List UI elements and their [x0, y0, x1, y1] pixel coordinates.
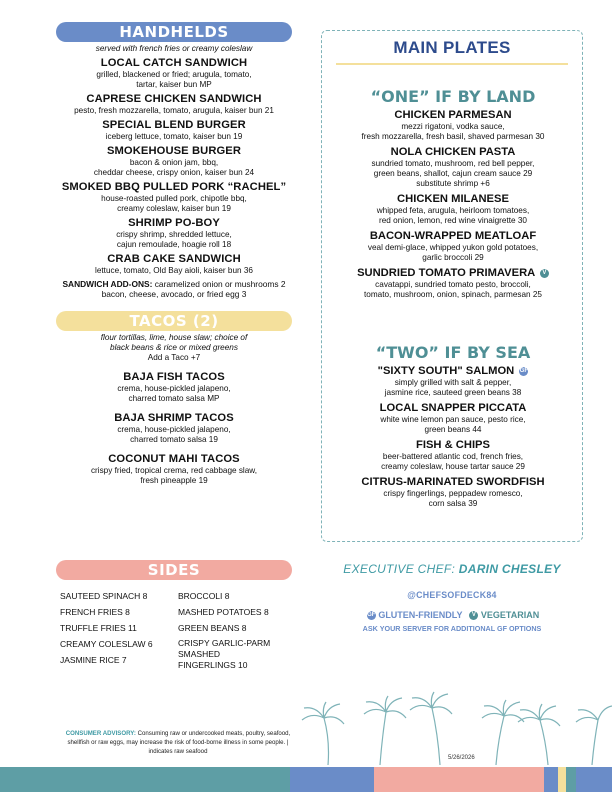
chef-label: EXECUTIVE CHEF: [343, 562, 456, 576]
item-desc: crema, house-pickled jalapeno, [117, 425, 231, 434]
item-desc: lettuce, tomato, Old Bay aioli, kaiser bun 36 [95, 266, 253, 275]
palm-trees-illustration [300, 690, 612, 765]
item-name: COCONUT MAHI TACOS [108, 453, 240, 465]
footer-stripe-pink [374, 767, 544, 792]
tacos-subtitle-line: black beans & rice or mixed greens [110, 343, 238, 352]
menu-item [326, 146, 580, 189]
menu-item [46, 145, 302, 178]
tacos-subtitle [46, 333, 302, 353]
item-desc: crispy fingerlings, peppadew romesco, [383, 489, 523, 498]
menu-item [46, 412, 302, 445]
item-name: LOCAL SNAPPER PICCATA [379, 402, 527, 414]
side-item: GREEN BEANS 8 [178, 623, 247, 633]
item-desc: sundried tomato, mushroom, red bell pepper, [371, 159, 535, 168]
menu-item [46, 57, 302, 90]
handhelds-header: HANDHELDS [56, 22, 292, 42]
item-desc: iceberg lettuce, tomato, kaiser bun 19 [105, 132, 243, 141]
addons-text: caramelized onion or mushrooms 2 [152, 279, 286, 289]
menu-item [46, 371, 302, 404]
menu-item [326, 109, 580, 142]
chef-name: DARIN CHESLEY [458, 562, 561, 576]
side-item: SAUTEED SPINACH 8 [60, 591, 148, 601]
item-name: LOCAL CATCH SANDWICH [100, 57, 248, 69]
palm-tree-icon [364, 696, 406, 765]
gf-options-note: ASK YOUR SERVER FOR ADDITIONAL GF OPTIONS [362, 624, 542, 633]
item-name [326, 365, 580, 378]
side-item-line: SMASHED [178, 649, 221, 659]
vegetarian-icon: V [469, 611, 478, 620]
side-item: JASMINE RICE 7 [60, 655, 127, 665]
item-desc: corn salsa 39 [428, 499, 478, 508]
addons-label: SANDWICH ADD-ONS: [62, 279, 153, 289]
item-desc: green beans, shallot, cajun cream sauce 29 [373, 169, 533, 178]
item-desc: creamy coleslaw, house tartar sauce 29 [381, 462, 525, 471]
vegetarian-badge-icon: V [540, 269, 549, 278]
item-desc: beer-battered atlantic cod, french fries, [382, 452, 524, 461]
item-desc: crema, house-pickled jalapeno, [117, 384, 231, 393]
item-desc: cavatappi, sundried tomato pesto, broccoli, [375, 280, 531, 289]
item-desc: garlic broccoli 29 [422, 253, 484, 262]
item-desc: veal demi-glace, whipped yukon gold potatoes, [367, 243, 539, 252]
tacos-header: TACOS (2) [56, 311, 292, 331]
item-name: CAPRESE CHICKEN SANDWICH [86, 93, 262, 105]
item-desc: crispy fried, tropical crema, red cabbage slaw, [90, 466, 258, 475]
handhelds-list [46, 57, 302, 299]
side-item [178, 636, 298, 671]
footer-stripe-blue [290, 767, 374, 792]
item-desc: creamy coleslaw, kaiser bun 19 [117, 204, 231, 213]
item-desc: cajun remoulade, hoagie roll 18 [116, 240, 232, 249]
add-taco: Add a Taco +7 [147, 353, 201, 362]
diet-legend [321, 610, 583, 620]
item-desc: jasmine rice, sauteed green beans 38 [384, 388, 522, 397]
item-desc: tomato, mushroom, onion, spinach, parmesan 25 [364, 290, 542, 299]
item-name: BACON-WRAPPED MEATLOAF [369, 230, 537, 242]
menu-item [46, 253, 302, 276]
left-column [46, 22, 302, 489]
item-name: NOLA CHICKEN PASTA [390, 146, 516, 158]
palm-tree-icon [518, 704, 560, 765]
footer-stripe-blue-narrow [544, 767, 558, 792]
item-name-text: SUNDRIED TOMATO PRIMAVERA [357, 267, 535, 279]
land-title: “ONE” IF BY LAND [370, 87, 536, 106]
side-item: MASHED POTATOES 8 [178, 607, 269, 617]
advisory-label: CONSUMER ADVISORY: [65, 730, 136, 737]
palm-tree-icon [576, 706, 612, 765]
item-name: SHRIMP PO-BOY [128, 217, 220, 229]
item-name: FISH & CHIPS [416, 439, 490, 451]
item-desc: grilled, blackened or fried; arugula, tomato, [96, 70, 252, 79]
item-desc: whipped feta, arugula, heirloom tomatoes, [376, 206, 530, 215]
menu-item [326, 193, 580, 226]
sea-section [326, 343, 580, 513]
item-name: CRAB CAKE SANDWICH [107, 253, 241, 265]
main-plates-title: MAIN PLATES [393, 38, 511, 57]
item-desc: fresh mozzarella, fresh basil, shaved parmesan 30 [361, 132, 545, 141]
menu-item [46, 217, 302, 250]
item-name: CITRUS-MARINATED SWORDFISH [361, 476, 545, 488]
advisory-text: Consuming raw or undercooked meats, poultry, seafood, shellfish or raw eggs, may increase the risk of food-borne illness in some people. | indicates raw seafood [67, 730, 291, 755]
sandwich-addons [46, 279, 302, 299]
sides-header: SIDES [56, 560, 292, 580]
footer-stripe-yellow [558, 767, 566, 792]
tacos-subtitle-line: flour tortillas, lime, house slaw; choice of [100, 333, 248, 342]
side-item: TRUFFLE FRIES 11 [60, 623, 137, 633]
item-desc: charred tomato salsa MP [128, 394, 220, 403]
executive-chef [321, 562, 583, 576]
gluten-friendly-label: GLUTEN-FRIENDLY [378, 610, 463, 620]
side-item-line: FINGERLINGS 10 [178, 660, 248, 670]
item-name: CHICKEN MILANESE [397, 193, 509, 205]
item-name: SMOKEHOUSE BURGER [106, 145, 242, 157]
palm-tree-icon [302, 702, 344, 765]
sides-column-1 [60, 588, 180, 668]
sea-title: “TWO” IF BY SEA [375, 343, 531, 362]
footer-stripe-blue-end [576, 767, 612, 792]
tacos-list [46, 371, 302, 486]
item-desc: substitute shrimp +6 [416, 179, 490, 188]
item-desc: charred tomato salsa 19 [130, 435, 218, 444]
item-name [326, 267, 580, 280]
land-section [326, 87, 580, 304]
item-name: CHICKEN PARMESAN [394, 109, 512, 121]
side-item: CREAMY COLESLAW 6 [60, 639, 153, 649]
menu-item [326, 230, 580, 263]
gluten-friendly-icon: GF [367, 612, 376, 619]
menu-item [46, 119, 302, 142]
item-name: BAJA SHRIMP TACOS [114, 412, 234, 424]
footer-stripe-teal [0, 767, 290, 792]
item-desc: tartar, kaiser bun MP [136, 80, 212, 89]
side-item: BROCCOLI 8 [178, 591, 230, 601]
side-item-line: CRISPY GARLIC-PARM [178, 638, 271, 648]
menu-item [326, 365, 580, 398]
item-desc: simply grilled with salt & pepper, [394, 378, 512, 387]
item-name: BAJA FISH TACOS [123, 371, 225, 383]
item-desc: red onion, lemon, red wine vinaigrette 30 [379, 216, 527, 225]
palm-tree-icon [482, 700, 524, 765]
item-desc: house-roasted pulled pork, chipotle bbq, [101, 194, 247, 203]
menu-item [326, 476, 580, 509]
item-desc: fresh pineapple 19 [140, 476, 208, 485]
menu-item [46, 93, 302, 116]
palm-tree-icon [410, 692, 452, 765]
item-desc: green beans 44 [424, 425, 482, 434]
menu-item [46, 181, 302, 214]
menu-item [326, 439, 580, 472]
item-desc: mezzi rigatoni, vodka sauce, [401, 122, 505, 131]
item-desc: cheddar cheese, crispy onion, kaiser bun 24 [93, 168, 255, 177]
menu-item [326, 402, 580, 435]
item-desc: white wine lemon pan sauce, pesto rice, [380, 415, 526, 424]
gluten-friendly-badge-icon: GF [519, 367, 529, 374]
menu-date: 5/26/2026 [448, 755, 475, 761]
item-name: SPECIAL BLEND BURGER [102, 119, 246, 131]
social-handle: @CHEFSOFDECK84 [407, 590, 497, 600]
menu-item [46, 453, 302, 486]
menu-item [326, 267, 580, 300]
addons-line2: bacon, cheese, avocado, or fried egg 3 [101, 289, 247, 299]
sides-column-2 [178, 588, 298, 671]
main-plates-box [321, 30, 583, 542]
item-name-text: "SIXTY SOUTH" SALMON [377, 365, 515, 377]
vegetarian-label: VEGETARIAN [480, 610, 540, 620]
item-name: SMOKED BBQ PULLED PORK “RACHEL” [61, 181, 287, 193]
item-desc: pesto, fresh mozzarella, tomato, arugula, kaiser bun 21 [74, 106, 274, 115]
handhelds-subtitle: served with french fries or creamy coleslaw [95, 44, 253, 53]
item-desc: bacon & onion jam, bbq, [129, 158, 219, 167]
consumer-advisory [58, 729, 298, 756]
side-item: FRENCH FRIES 8 [60, 607, 130, 617]
footer-stripe-teal-narrow [566, 767, 576, 792]
item-desc: crispy shrimp, shredded lettuce, [116, 230, 232, 239]
title-underline [336, 63, 568, 65]
